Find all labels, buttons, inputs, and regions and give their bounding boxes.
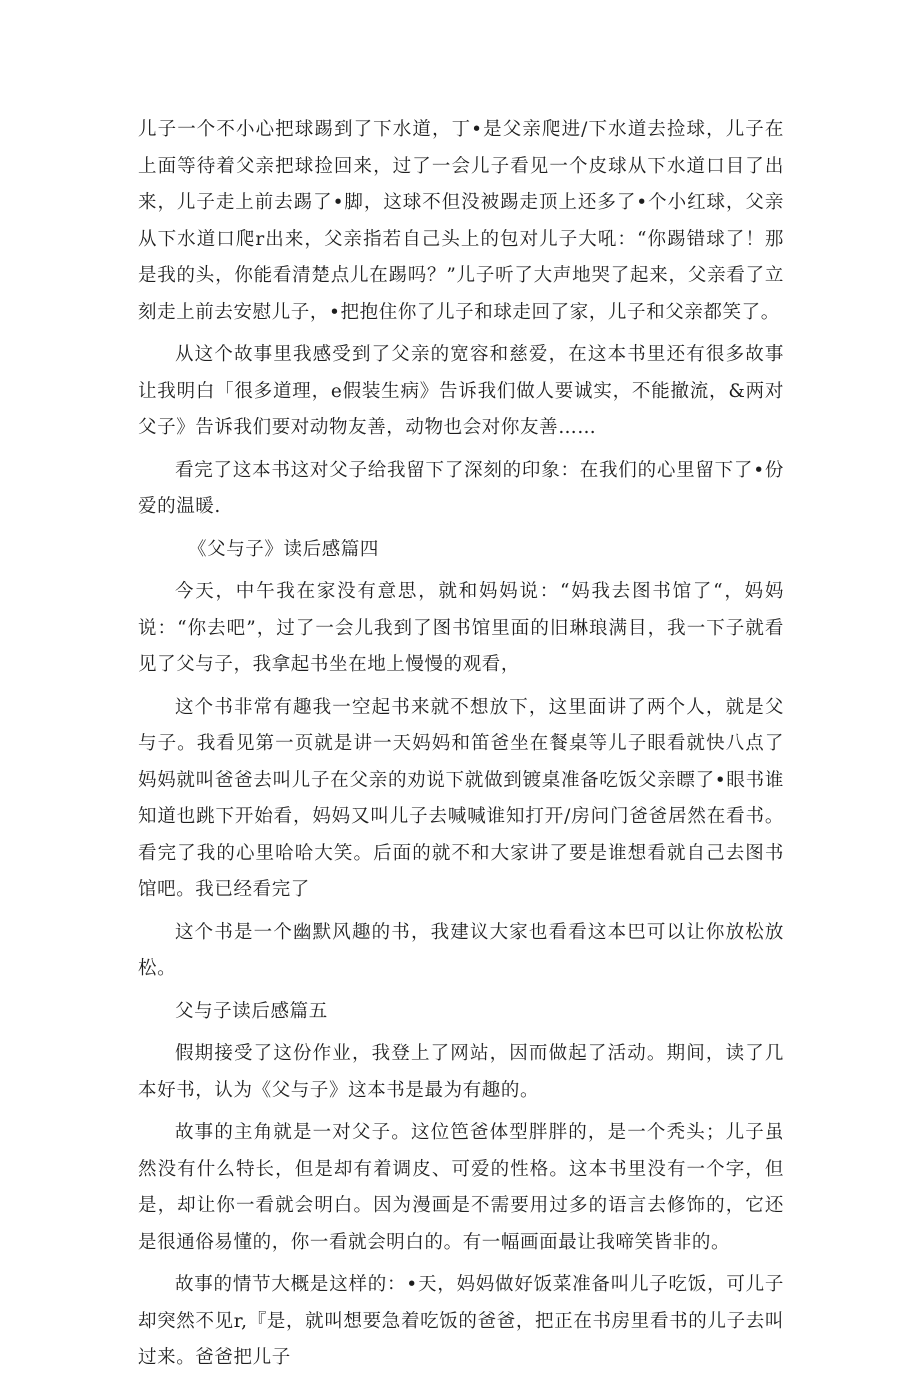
- paragraph-plot: 故事的情节大概是这样的：•天，妈妈做好饭菜准备叫儿子吃饭，可儿子却突然不见r,『是，就叫想要急着吃饭的爸爸，把正在书房里看书的儿子去叫过来。爸爸把儿子: [138, 1274, 784, 1368]
- paragraph-impression: 看完了这本书这对父子给我留下了深刻的印象：在我们的心里留下了•份爱的温暖.: [138, 459, 784, 517]
- section-heading-5: 父与子读后感篇五: [175, 1000, 328, 1022]
- paragraph-recommendation: 这个书是一个幽默风趣的书，我建议大家也看看这本巴可以让你放松放松。: [138, 921, 784, 979]
- paragraph-characters: 故事的主角就是一对父子。这位笆爸体型胖胖的，是一个秃头；儿子虽然没有什么特长，但是却有着调皮、可爱的性格。这本书里没有一个字，但是，却让你一看就会明白。因为漫画是不需要用过多的语言去修饰的，它还是很通俗易懂的，你一看就会明白的。有一幅画面最让我啼笑皆非的。: [138, 1122, 784, 1253]
- paragraph-holiday: 假期接受了这份作业，我登上了网站，因而做起了活动。期间，读了几本好书，认为《父与子》这本书是最为有趣的。: [138, 1043, 784, 1101]
- paragraph-reflection: 从这个故事里我感受到了父亲的宽容和慈爱，在这本书里还有很多故事让我明白「很多道理，e假装生病》告诉我们做人要诚实，不能撤流，&两对父子》告诉我们要对动物友善，动物也会对你友善……: [138, 344, 784, 438]
- section-heading-4: 《父与子》读后感篇四: [188, 538, 380, 560]
- document-body: [138, 112, 784, 1383]
- paragraph-library: 今天，中午我在家没有意思，就和妈妈说：“妈我去图书馆了“，妈妈说：“你去吧”，过了一会儿我到了图书馆里面的旧琳琅满目，我一下子就看见了父与子，我拿起书坐在地上慢慢的观看，: [138, 581, 784, 675]
- paragraph-story-ball: 儿子一个不小心把球踢到了下水道，丁•是父亲爬进/下水道去捡球，儿子在上面等待着父亲把球捡回来，过了一会儿子看见一个皮球从下水道口目了出来，儿子走上前去踢了•脚，这球不但没被踢走顶上还多了•个小红球，父亲从下水道口爬r出来，父亲指若自己头上的包对儿子大吼：“你踢错球了！那是我的头，你能看清楚点儿在踢吗？”儿子听了大声地哭了起来，父亲看了立刻走上前去安慰儿子，•把抱住你了儿子和球走回了家，儿子和父亲都笑了。: [138, 119, 784, 323]
- paragraph-book-content: 这个书非常有趣我一空起书来就不想放下，这里面讲了两个人，就是父与子。我看见第一页就是讲一天妈妈和笛爸坐在餐桌等儿子眼看就快八点了妈妈就叫爸爸去叫儿子在父亲的劝说下就做到镀桌准备吃饭父亲瞟了•眼书谁知道也跳下开始看，妈妈又叫儿子去喊喊谁知打开/房问门爸爸居然在看书。看完了我的心里哈哈大笑。后面的就不和大家讲了要是谁想看就自己去图书馆吧。我已经看完了: [138, 696, 784, 900]
